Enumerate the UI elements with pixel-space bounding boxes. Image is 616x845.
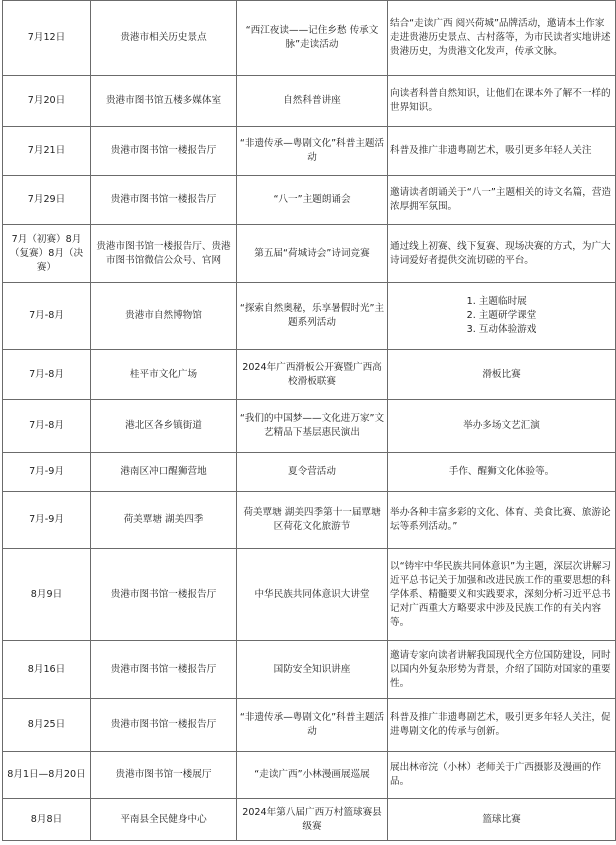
date-cell: 7月-8月 xyxy=(3,283,91,350)
content-cell: 举办多场文艺汇演 xyxy=(388,400,616,453)
content-cell xyxy=(388,283,616,350)
table-row xyxy=(3,699,616,752)
table-row xyxy=(3,400,616,453)
table-row xyxy=(3,350,616,400)
place-cell: 港南区冲口醒狮营地 xyxy=(91,453,237,492)
place-cell: 贵港市图书馆一楼报告厅 xyxy=(91,699,237,752)
activity-cell: 2024年第八届广西万村篮球赛县级赛 xyxy=(237,799,388,841)
activity-cell: “探索自然奥秘，乐享暑假时光”主题系列活动 xyxy=(237,283,388,350)
activity-cell: 中华民族共同体意识大讲堂 xyxy=(237,549,388,641)
table-row xyxy=(3,1,616,76)
content-cell: 向读者科普自然知识，让他们在课本外了解不一样的世界知识。 xyxy=(388,76,616,127)
date-cell: 8月16日 xyxy=(3,641,91,699)
date-cell: 7月-9月 xyxy=(3,492,91,549)
content-cell: 展出林帝浣（小林）老师关于广西摄影及漫画的作品。 xyxy=(388,752,616,799)
place-cell: 贵港市图书馆一楼报告厅 xyxy=(91,176,237,225)
place-cell: 港北区各乡镇街道 xyxy=(91,400,237,453)
activity-cell: 第五届“荷城诗会”诗词竞赛 xyxy=(237,225,388,283)
table-row xyxy=(3,453,616,492)
place-cell: 荷美覃塘 湖美四季 xyxy=(91,492,237,549)
table-row xyxy=(3,752,616,799)
table-row xyxy=(3,176,616,225)
table-row xyxy=(3,641,616,699)
place-cell: 贵港市自然博物馆 xyxy=(91,283,237,350)
date-cell: 7月-9月 xyxy=(3,453,91,492)
list-item: 1. 主题临时展 xyxy=(466,296,527,307)
activity-cell: “八一”主题朗诵会 xyxy=(237,176,388,225)
table-row xyxy=(3,283,616,350)
place-cell: 平南县全民健身中心 xyxy=(91,799,237,841)
activity-cell: 2024年广西滑板公开赛暨广西高校滑板联赛 xyxy=(237,350,388,400)
date-cell: 7月20日 xyxy=(3,76,91,127)
content-cell: 通过线上初赛、线下复赛、现场决赛的方式，为广大诗词爱好者提供交流切磋的平台。 xyxy=(388,225,616,283)
date-cell: 7月21日 xyxy=(3,127,91,176)
events-table xyxy=(2,0,616,841)
table-row xyxy=(3,492,616,549)
date-cell: 7月29日 xyxy=(3,176,91,225)
table-row xyxy=(3,127,616,176)
list-item: 3. 互动体验游戏 xyxy=(466,324,537,335)
content-cell: 邀请专家向读者讲解我国现代全方位国防建设，同时以国内外复杂形势为背景，介绍了国防对国家的重要性。 xyxy=(388,641,616,699)
content-list xyxy=(467,295,537,337)
content-cell: 手作、醒狮文化体验等。 xyxy=(388,453,616,492)
table-row xyxy=(3,225,616,283)
place-cell: 贵港市图书馆一楼报告厅 xyxy=(91,549,237,641)
date-cell: 7月-8月 xyxy=(3,350,91,400)
content-cell: 举办各种丰富多彩的文化、体育、美食比赛、旅游论坛等系列活动。” xyxy=(388,492,616,549)
place-cell: 贵港市图书馆一楼报告厅 xyxy=(91,127,237,176)
place-cell: 贵港市图书馆五楼多媒体室 xyxy=(91,76,237,127)
activity-cell: “非遗传承—粤剧文化”科普主题活动 xyxy=(237,127,388,176)
content-cell: 结合“走读广西 阅兴荷城”品牌活动，邀请本土作家走进贵港历史景点、古村落等，为市民读者实地讲述贵港历史，为贵港文化发声，传承文脉。 xyxy=(388,1,616,76)
activity-cell: “西江夜读——记住乡愁 传承文脉”走读活动 xyxy=(237,1,388,76)
activity-cell: 自然科普讲座 xyxy=(237,76,388,127)
list-item: 2. 主题研学课堂 xyxy=(466,310,537,321)
activity-cell: “我们的中国梦——文化进万家”文艺精品下基层惠民演出 xyxy=(237,400,388,453)
content-cell: 科普及推广非遗粤剧艺术，吸引更多年轻人关注 xyxy=(388,127,616,176)
activity-cell: 荷美覃塘 湖美四季第十一届覃塘区荷花文化旅游节 xyxy=(237,492,388,549)
table-row xyxy=(3,799,616,841)
activity-cell: 夏令营活动 xyxy=(237,453,388,492)
place-cell: 桂平市文化广场 xyxy=(91,350,237,400)
date-cell: 7月（初赛）8月（复赛）8月（决赛） xyxy=(3,225,91,283)
date-cell: 7月12日 xyxy=(3,1,91,76)
date-cell: 8月25日 xyxy=(3,699,91,752)
date-cell: 8月8日 xyxy=(3,799,91,841)
place-cell: 贵港市图书馆一楼报告厅、贵港市图书馆微信公众号、官网 xyxy=(91,225,237,283)
date-cell: 7月-8月 xyxy=(3,400,91,453)
place-cell: 贵港市相关历史景点 xyxy=(91,1,237,76)
table-row xyxy=(3,549,616,641)
activity-cell: 国防安全知识讲座 xyxy=(237,641,388,699)
table-row xyxy=(3,76,616,127)
date-cell: 8月9日 xyxy=(3,549,91,641)
content-cell: 滑板比赛 xyxy=(388,350,616,400)
place-cell: 贵港市图书馆一楼报告厅 xyxy=(91,641,237,699)
activity-cell: “走读广西”小林漫画展巡展 xyxy=(237,752,388,799)
content-cell: 科普及推广非遗粤剧艺术，吸引更多年轻人关注，促进粤剧文化的传承与创新。 xyxy=(388,699,616,752)
date-cell: 8月1日—8月20日 xyxy=(3,752,91,799)
activity-cell: “非遗传承—粤剧文化”科普主题活动 xyxy=(237,699,388,752)
place-cell: 贵港市图书馆一楼展厅 xyxy=(91,752,237,799)
content-cell: 邀请读者朗诵关于“八一”主题相关的诗文名篇，营造浓厚拥军氛围。 xyxy=(388,176,616,225)
content-cell: 篮球比赛 xyxy=(388,799,616,841)
content-cell: 以“铸牢中华民族共同体意识”为主题，深层次讲解习近平总书记关于加强和改进民族工作的重要思想的科学体系、精髓要义和实践要求，深刻分析习近平总书记对广西重大方略要求中涉及民族工作的有关内容等。 xyxy=(388,549,616,641)
